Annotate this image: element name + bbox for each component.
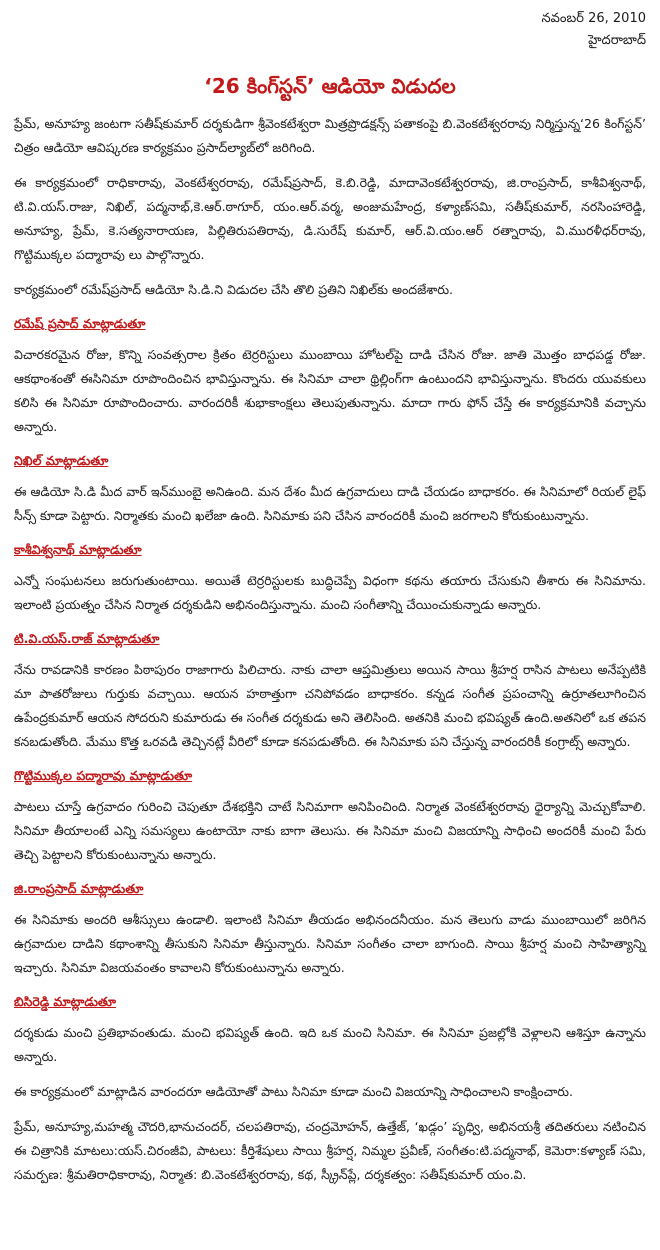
section-paragraph: ఈ సినిమాకు అందరి ఆశీస్సులు ఉండాలి. ఇలాంటి సినిమా తీయడం అభినందనీయం. మన తెలుగు వాడు ముంబాయిలో జరిగిన ఉగ్రవాదుల దాడిని కథాంశాన్ని తీసుకుని సినిమా తీస్తున్నారు. సినిమా సంగీతం చాలా బాగుంది. సాయి శ్రీహర్ష మంచి సాహిత్యాన్ని ఇచ్చారు. సినిమా విజయవంతం కావాలని కోరుకుంటున్నాను అన్నారు. <box>14 912 646 975</box>
article-date: నవంబర్ 26, 2010 <box>541 11 646 26</box>
section-heading: నిఖిల్ మాట్లాడుతూ <box>14 453 109 468</box>
section-paragraph: దర్శకుడు మంచి ప్రతిభావంతుడు. మంచి భవిష్యత్ ఉంది. ఇది ఒక మంచి సినిమా. ఈ సినిమా ప్రజల్లోకి వెళ్లాలని ఆశిస్తూ ఉన్నాను అన్నారు. <box>14 1025 646 1064</box>
section-paragraph: పాటలు చూస్తే ఉగ్రవాదం గురించి చెపుతూ దేశభక్తిని చాటే సినిమాగా అనిపించింది. నిర్మాత వెంకటేశ్వరరావు ధైర్యాన్ని మెచ్చుకోవాలి. సినిమా తీయాలంటే ఎన్ని సమస్యలు ఉంటాయో నాకు బాగా తెలుసు. ఈ సినిమా మంచి విజయాన్ని సాధించి అందరికీ మంచి పేరు తెచ్చి పెట్టాలని కోరుకుంటున్నాను అన్నారు. <box>14 799 646 862</box>
credits-paragraph: ప్రేమ్, అనూహ్య,మహత్మ చౌదరి,భానుచందర్, చలపతిరావు, చంద్రమోహన్, ఉత్తేజ్, ‘ఖడ్గం’ పృధ్వి, అభినయశ్రీ తదితరులు నటించిన ఈ చిత్రానికి మాటలు:యస్.చిరంజీవి, పాటలు: కీర్తిశేషులు సాయి శ్రీహర్ష, నిమ్మల ప్రవీణ్, సంగీతం:టి.పద్మనాభ్, కెమెరా:కళ్యాణ్ సమి, సమర్పణ: శ్రీమతిరాధికారావు, నిర్మాత: బి.వెంకటేశ్వరరావు, కథ, స్క్రీన్‌ప్లే, దర్శకత్వం: సతీష్‌కుమార్ యం.వి. <box>14 1119 646 1182</box>
section-paragraph: ఎన్నో సంఘటనలు జరుగుతుంటాయి. అయితే టెర్రరిస్టులకు బుద్ధిచెప్పే విధంగా కథను తయారు చేసుకుని తీశారు ఈ సినిమాను. ఇలాంటి ప్రయత్నం చేసిన నిర్మాత దర్శకుడిని అభినందిస్తున్నాను. మంచి సంగీతాన్ని చేయించుకున్నాడు అన్నారు. <box>14 573 646 612</box>
section-paragraph: నేను రావడానికి కారణం పిఠాపురం రాజాగారు పిలిచారు. నాకు చాలా ఆప్తమిత్రులు అయిన సాయి శ్రీహర్ష రాసిన పాటలు అనేప్పటికి మా పాతరోజులు గుర్తుకు వచ్చాయి. ఆయన హఠాత్తుగా చనిపోవడం బాధాకరం. కన్నడ సంగీత ప్రపంచాన్ని ఉర్రూతలూగించిన ఉపేంద్రకుమార్ ఆయన సోదరుని కుమారుడు ఈ సంగీత దర్శకుడు అని తెలిసింది. అతనికి మంచి భవిష్యత్ ఉంది.అతనిలో ఒక తపన కనబడుతోంది. మేము కొత్త ఒరవడి తెచ్చినట్లే వీరిలో కూడా కనపడుతోంది. ఈ సినిమాకు పని చేస్తున్న వారందరికీ కంగ్రాట్స్ అన్నారు. <box>14 662 646 749</box>
section-heading: కాశీవిశ్వనాథ్ మాట్లాడుతూ <box>14 542 142 557</box>
dateline <box>542 8 646 52</box>
section-heading: టి.వి.యస్.రాజ్ మాట్లాడుతూ <box>14 631 160 646</box>
article-place: హైదరాబాద్ <box>588 33 646 48</box>
intro-paragraph: ఈ కార్యక్రమంలో రాధికారావు, వెంకటేశ్వరరావు, రమేష్‌ప్రసాద్, కె.బి.రెడ్డి, మాదావెంకటేశ్వరరావు, జి.రాంప్రసాద్, కాశీవిశ్వనాథ్, టి.వి.యస్.రాజు, నిఖిల్, పద్మనాభ్,కె.ఆర్.ఠాగూర్, యం.ఆర్.వర్మ, అంజుమహేంద్ర, కళ్యాణ్‌సమి, సతీష్‌కుమార్, నరసింహారెడ్డి, అనూహ్య, ప్రేమ్, కె.సత్యనారాయణ, పిల్లితిరుపతిరావు, డి.సురేష్ కుమార్, ఆర్.వి.యం.ఆర్ రత్నారావు, వి.మురళీధర్‌రావు, గొట్టిముక్కల పద్మారావు లు పాల్గొన్నారు. <box>14 175 646 262</box>
section-paragraph: విచారకరమైన రోజు, కొన్ని సంవత్సరాల క్రితం టెర్రరిస్టులు ముంబాయి హోటల్‌పై దాడి చేసిన రోజు. జాతి మొత్తం బాధపడ్డ రోజు. ఆకథాంశంతో ఈసినిమా రూపొందించిన భావిస్తున్నాను. ఈ సినిమా చాలా థ్రిల్లింగ్‌గా ఉంటుందని భావిస్తున్నాను. కొందరు యువకులు కలిసి ఈ సినిమా రూపొందించారు. వారందరికీ శుభాకాంక్షలు తెలుపుతున్నాను. మాదా గారు ఫోన్ చేస్తే ఈ కార్యక్రమానికి వచ్చాను అన్నారు. <box>14 347 646 434</box>
closing-paragraph: ఈ కార్యక్రమంలో మాట్లాడిన వారందరూ ఆడియోతో పాటు సినిమా కూడా మంచి విజయాన్ని సాధించాలని కాంక్షించారు. <box>14 1084 573 1099</box>
article-body <box>14 112 646 1198</box>
intro-paragraph: ప్రేమ్, అనూహ్య జంటగా సతీష్‌కుమార్ దర్శకుడిగా శ్రీవెంకటేశ్వరా మిత్రప్రొడక్షన్స్ పతాకంపై బి.వెంకటేశ్వరరావు నిర్మిస్తున్న‘26 కింగ్‌స్టన్’ చిత్రం ఆడియో ఆవిష్కరణ కార్యక్రమం ప్రసాద్‌ల్యాబ్‌లో జరిగింది. <box>14 116 646 155</box>
section-heading: బిసిరెడ్డి మాట్లాడుతూ <box>14 994 116 1009</box>
section-heading: రమేష్ ప్రసాద్ మాట్లాడుతూ <box>14 316 146 331</box>
article-title: ‘26 కింగ్‌స్టన్’ ఆడియో విడుదల <box>204 74 456 98</box>
section-heading: జి.రాంప్రసాద్ మాట్లాడుతూ <box>14 881 144 896</box>
section-heading: గొట్టిముక్కల పద్మారావు మాట్లాడుతూ <box>14 768 193 783</box>
intro-paragraph: కార్యక్రమంలో రమేష్‌ప్రసాద్ ఆడియో సి.డి.ని విడుదల చేసి తొలి ప్రతిని నిఖిల్‌కు అందజేశారు. <box>14 282 454 297</box>
section-paragraph: ఈ ఆడియో సి.డి మీద వార్ ఇన్‌ముంబై అనిఉంది. మన దేశం మీద ఉగ్రవాదులు దాడి చేయడం బాధాకరం. ఈ సినిమాలో రియల్ లైఫ్ సీన్స్ కూడా పెట్టారు. నిర్మాతకు మంచి ఖలేజా ఉంది. సినిమాకు పని చేసిన వారందరికీ మంచి జరగాలని కోరుకుంటున్నాను. <box>14 484 646 523</box>
